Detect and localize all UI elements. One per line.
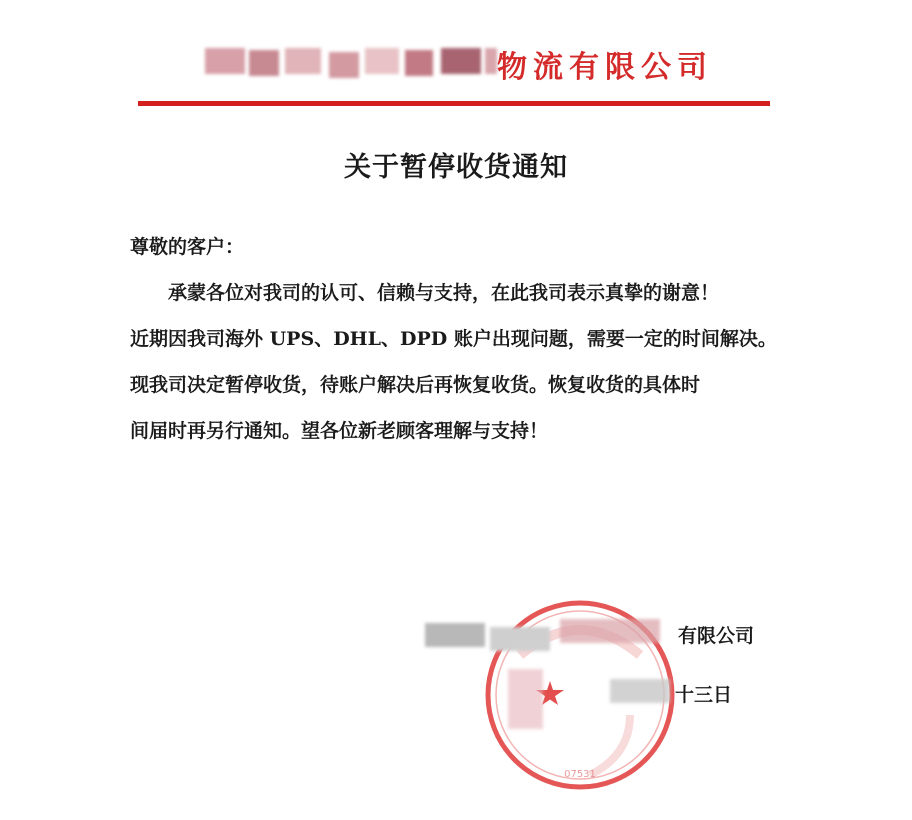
body-line: 承蒙各位对我司的认可、信赖与支持，在此我司表示真挚的谢意！ <box>168 282 720 304</box>
seal-serial: 07531 <box>564 769 596 780</box>
body-line: 近期因我司海外 UPS、DHL、DPD 账户出现问题，需要一定的时间解决。 <box>130 328 777 350</box>
notice-body <box>130 270 790 454</box>
letterhead-company-name: 物流有限公司 <box>497 50 713 85</box>
signature-company-name: 有限公司 <box>678 625 755 647</box>
signature-date: 十三日 <box>675 684 733 706</box>
body-line: 现我司决定暂停收货，待账户解决后再恢复收货。恢复收货的具体时 <box>130 374 701 396</box>
salutation: 尊敬的客户： <box>130 236 245 258</box>
letterhead <box>205 30 713 90</box>
body-line: 间届时再另行通知。望各位新老顾客理解与支持！ <box>130 420 549 442</box>
notice-title: 关于暂停收货通知 <box>344 152 568 183</box>
redacted-signature-company <box>425 623 485 647</box>
letterhead-rule <box>138 101 770 106</box>
signature-block <box>420 585 820 805</box>
redacted-company-name <box>205 48 505 88</box>
